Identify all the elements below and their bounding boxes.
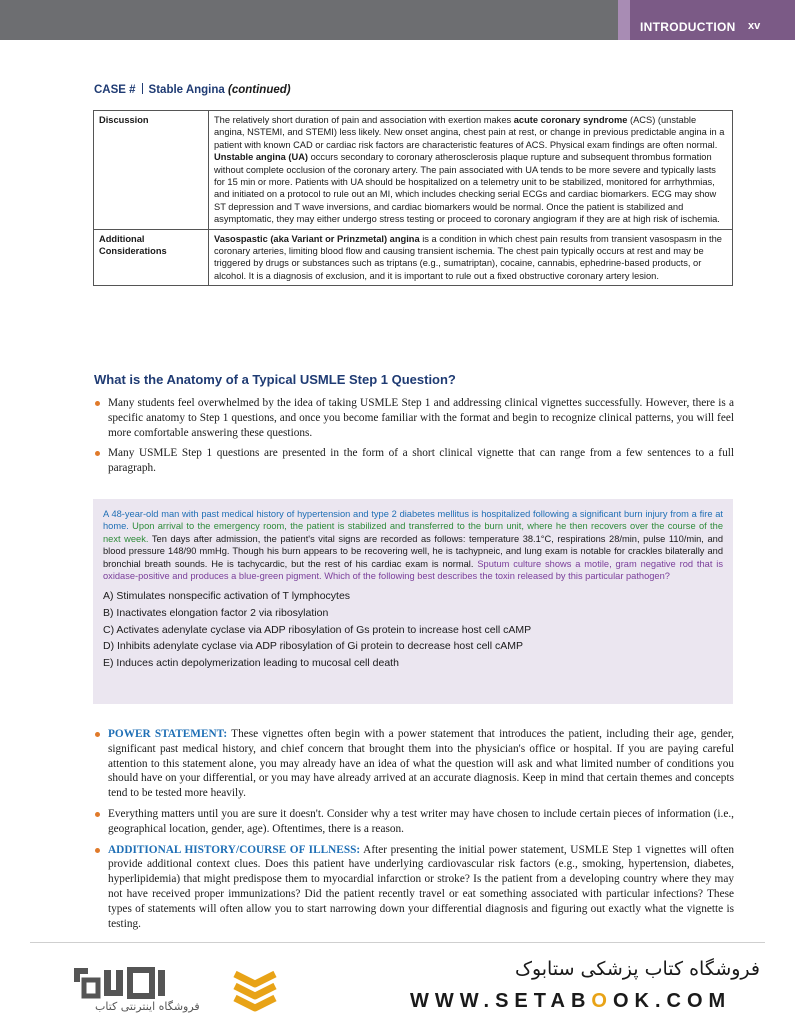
- store-url[interactable]: [410, 990, 731, 1013]
- additional-text: is a condition in which chest pain results from transient vasospasm in the coronary arteries, limiting blood flow and causing transient ischemia. The chest pain typically occurs at rest and may be triggered by drugs or substances such as triptans (e.g., sumatriptan), cocaine, cannabis, ephedrine-based products, or alcohol. It is a diagnosis of exclusion, and it is important to rule out a fixed obstructive coronary artery lesion.: [214, 233, 722, 281]
- case-heading: [94, 83, 291, 96]
- row-label: Additional Considerations: [94, 229, 209, 286]
- vignette-course: Upon arrival to the emergency room, the patient is stabilized and transferred to the burn unit, where he then recovers over the course of the next week.: [103, 521, 723, 544]
- header-grey-block: [0, 0, 618, 40]
- logo-subtitle: فروشگاه اینترنتی کتاب: [95, 1000, 200, 1013]
- list-item: Many USMLE Step 1 questions are presented in the form of a short clinical vignette that can range from a few sentences to a full paragraph.: [94, 446, 734, 476]
- page-number: xv: [748, 20, 761, 32]
- discussion-text-2: (ACS) (unstable angina, NSTEMI, and STEMI) less likely. New onset angina, chest pain at rest, or change in previous predictable angina in a patient with known CAD or cardiac risk factors are characteristic features of ACS. Physical exam findings are often normal.: [214, 115, 725, 150]
- discussion-term-ua: Unstable angina (UA): [214, 152, 309, 163]
- row-label: Discussion: [94, 111, 209, 230]
- case-divider: [142, 83, 143, 94]
- table-row-additional: [94, 229, 733, 286]
- row-content: [209, 229, 733, 286]
- discussion-text-3: occurs secondary to coronary atherosclerosis plaque rupture and subsequent thrombus formation without complete occlusion of the coronary artery. The pain associated with UA tends to be more severe and typically lasts for 15 min or more. Patients with UA should be hospitalized on a telemetry unit to be stabilized, monitored for arrhythmias, and initiated on a protocol to rule out an MI, which includes checking serial ECGs and cardiac biomarkers. ECG may show ST depression and T wave inversions, and cardiac biomarkers would be normal. Once the patient is stabilized and asymptomatic, they may either undergo stress testing or proceed to coronary angiogram if they are at high risk of ischemia.: [214, 152, 720, 225]
- bullet-text: After presenting the initial power statement, USMLE Step 1 vignettes will often provide additional context clues. Does this patient have underlying cardiovascular risk factors (e.g., smoking, hypertension, diabetes, hyperlipidemia) that might predispose them to myocardial infarction or stroke? Is the patient from a developing country where they may not have received proper immunizations? Did the patient recently travel or eat something associated with particular infections? These types of statements will often allow you to start narrowing down your differential diagnosis and figuring out exactly what the vignette is testing.: [108, 843, 734, 930]
- answer-option-d[interactable]: D) Inhibits adenylate cyclase via ADP ribosylation of Gi protein to decrease host cell cAMP: [103, 640, 524, 653]
- footer-divider: [30, 942, 765, 943]
- store-name: فروشگاه کتاب پزشکی ستابوک: [514, 958, 760, 980]
- running-header-title: INTRODUCTION: [640, 20, 736, 34]
- answer-option-c[interactable]: C) Activates adenylate cyclase via ADP ribosylation of Gs protein to increase host cell cAMP: [103, 623, 532, 636]
- section-title: What is the Anatomy of a Typical USMLE Step 1 Question?: [94, 372, 456, 387]
- logo-book-chevron-icon: [235, 974, 275, 1008]
- list-item: [94, 807, 734, 837]
- vignette-culture: Sputum culture shows a motile, gram negative rod that is oxidase-positive and produces a blue-green pigment.: [103, 558, 723, 582]
- vignette-power-statement: A 48-year-old man with past medical history of hypertension and type 2 diabetes mellitus is hospitalized following a significant burn injury from a fire at home.: [103, 509, 723, 532]
- vignette-question: Which of the following best describes the toxin released by this particular pathogen?: [321, 571, 670, 582]
- url-part: OK.COM: [612, 990, 732, 1012]
- list-item: [94, 727, 734, 801]
- row-content: [209, 111, 733, 230]
- case-continued-note: (continued): [228, 84, 291, 96]
- bullet-text: These vignettes often begin with a power statement that introduces the patient, including their age, gender, significant past medical history, and chief concern that brought them into the physician's office or hospital. If you are paying careful attention to this statement alone, you may already have an idea of what the question will ask and what limited number of conditions you should have on your differential, or you may have already arrived at an accurate diagnosis. Keep in mind that certain themes and concepts tend to be tested more heavily.: [108, 728, 734, 800]
- list-item: [94, 843, 734, 932]
- list-item: Many students feel overwhelmed by the idea of taking USMLE Step 1 and addressing clinical vignettes successfully. However, there is a specific anatomy to Step 1 questions, and once you become familiar with the format and begin to recognize clinical patterns, you will feel more comfortable answering these questions.: [94, 396, 734, 440]
- intro-bullet-list: [94, 396, 734, 482]
- logo-wordmark-icon: [74, 968, 165, 996]
- answer-option-b[interactable]: B) Inactivates elongation factor 2 via ribosylation: [103, 607, 329, 620]
- additional-term-vasospastic: Vasospastic (aka Variant or Prinzmetal) angina: [214, 233, 420, 244]
- answer-option-a[interactable]: A) Stimulates nonspecific activation of T lymphocytes: [103, 590, 351, 603]
- url-part-highlight: O: [591, 990, 613, 1012]
- case-number-label: CASE #: [94, 84, 136, 96]
- vignette-findings: Ten days after admission, the patient's vital signs are recorded as follows: temperature 38.1°C, respirations 28/min, pulse 110/min, and blood pressure 148/90 mmHg. Though his burn appears to be recovering well, he is tachypneic, and lung exam is notable for crackles bilaterally and bronchial breath sounds. He is tachycardic, but the rest of his cardiac exam is normal.: [103, 533, 723, 569]
- discussion-text-1: The relatively short duration of pain and association with exertion makes: [214, 115, 514, 125]
- answer-option-e[interactable]: E) Induces actin depolymerization leading to mucosal cell death: [103, 656, 399, 669]
- answer-options: [103, 588, 723, 671]
- discussion-term-acs: acute coronary syndrome: [513, 115, 628, 125]
- url-part: SETAB: [495, 990, 592, 1012]
- case-topic: Stable Angina: [148, 84, 225, 96]
- anatomy-bullet-list: [94, 727, 734, 937]
- case-table: [93, 110, 733, 286]
- bullet-keyword-power-statement: POWER STATEMENT:: [108, 728, 228, 740]
- bullet-text: Everything matters until you are sure it doesn't. Consider why a test writer may have chosen to include certain pieces of information (i.e., geographical location, gender, age). Oftentimes, there is a reason.: [108, 807, 734, 835]
- url-part: WWW.: [410, 990, 496, 1012]
- vignette-box: [93, 499, 733, 704]
- vignette-stem: [103, 508, 723, 582]
- table-row-discussion: [94, 111, 733, 230]
- header-accent-stripe: [618, 0, 630, 40]
- bullet-keyword-additional-history: ADDITIONAL HISTORY/COURSE OF ILLNESS:: [108, 843, 361, 856]
